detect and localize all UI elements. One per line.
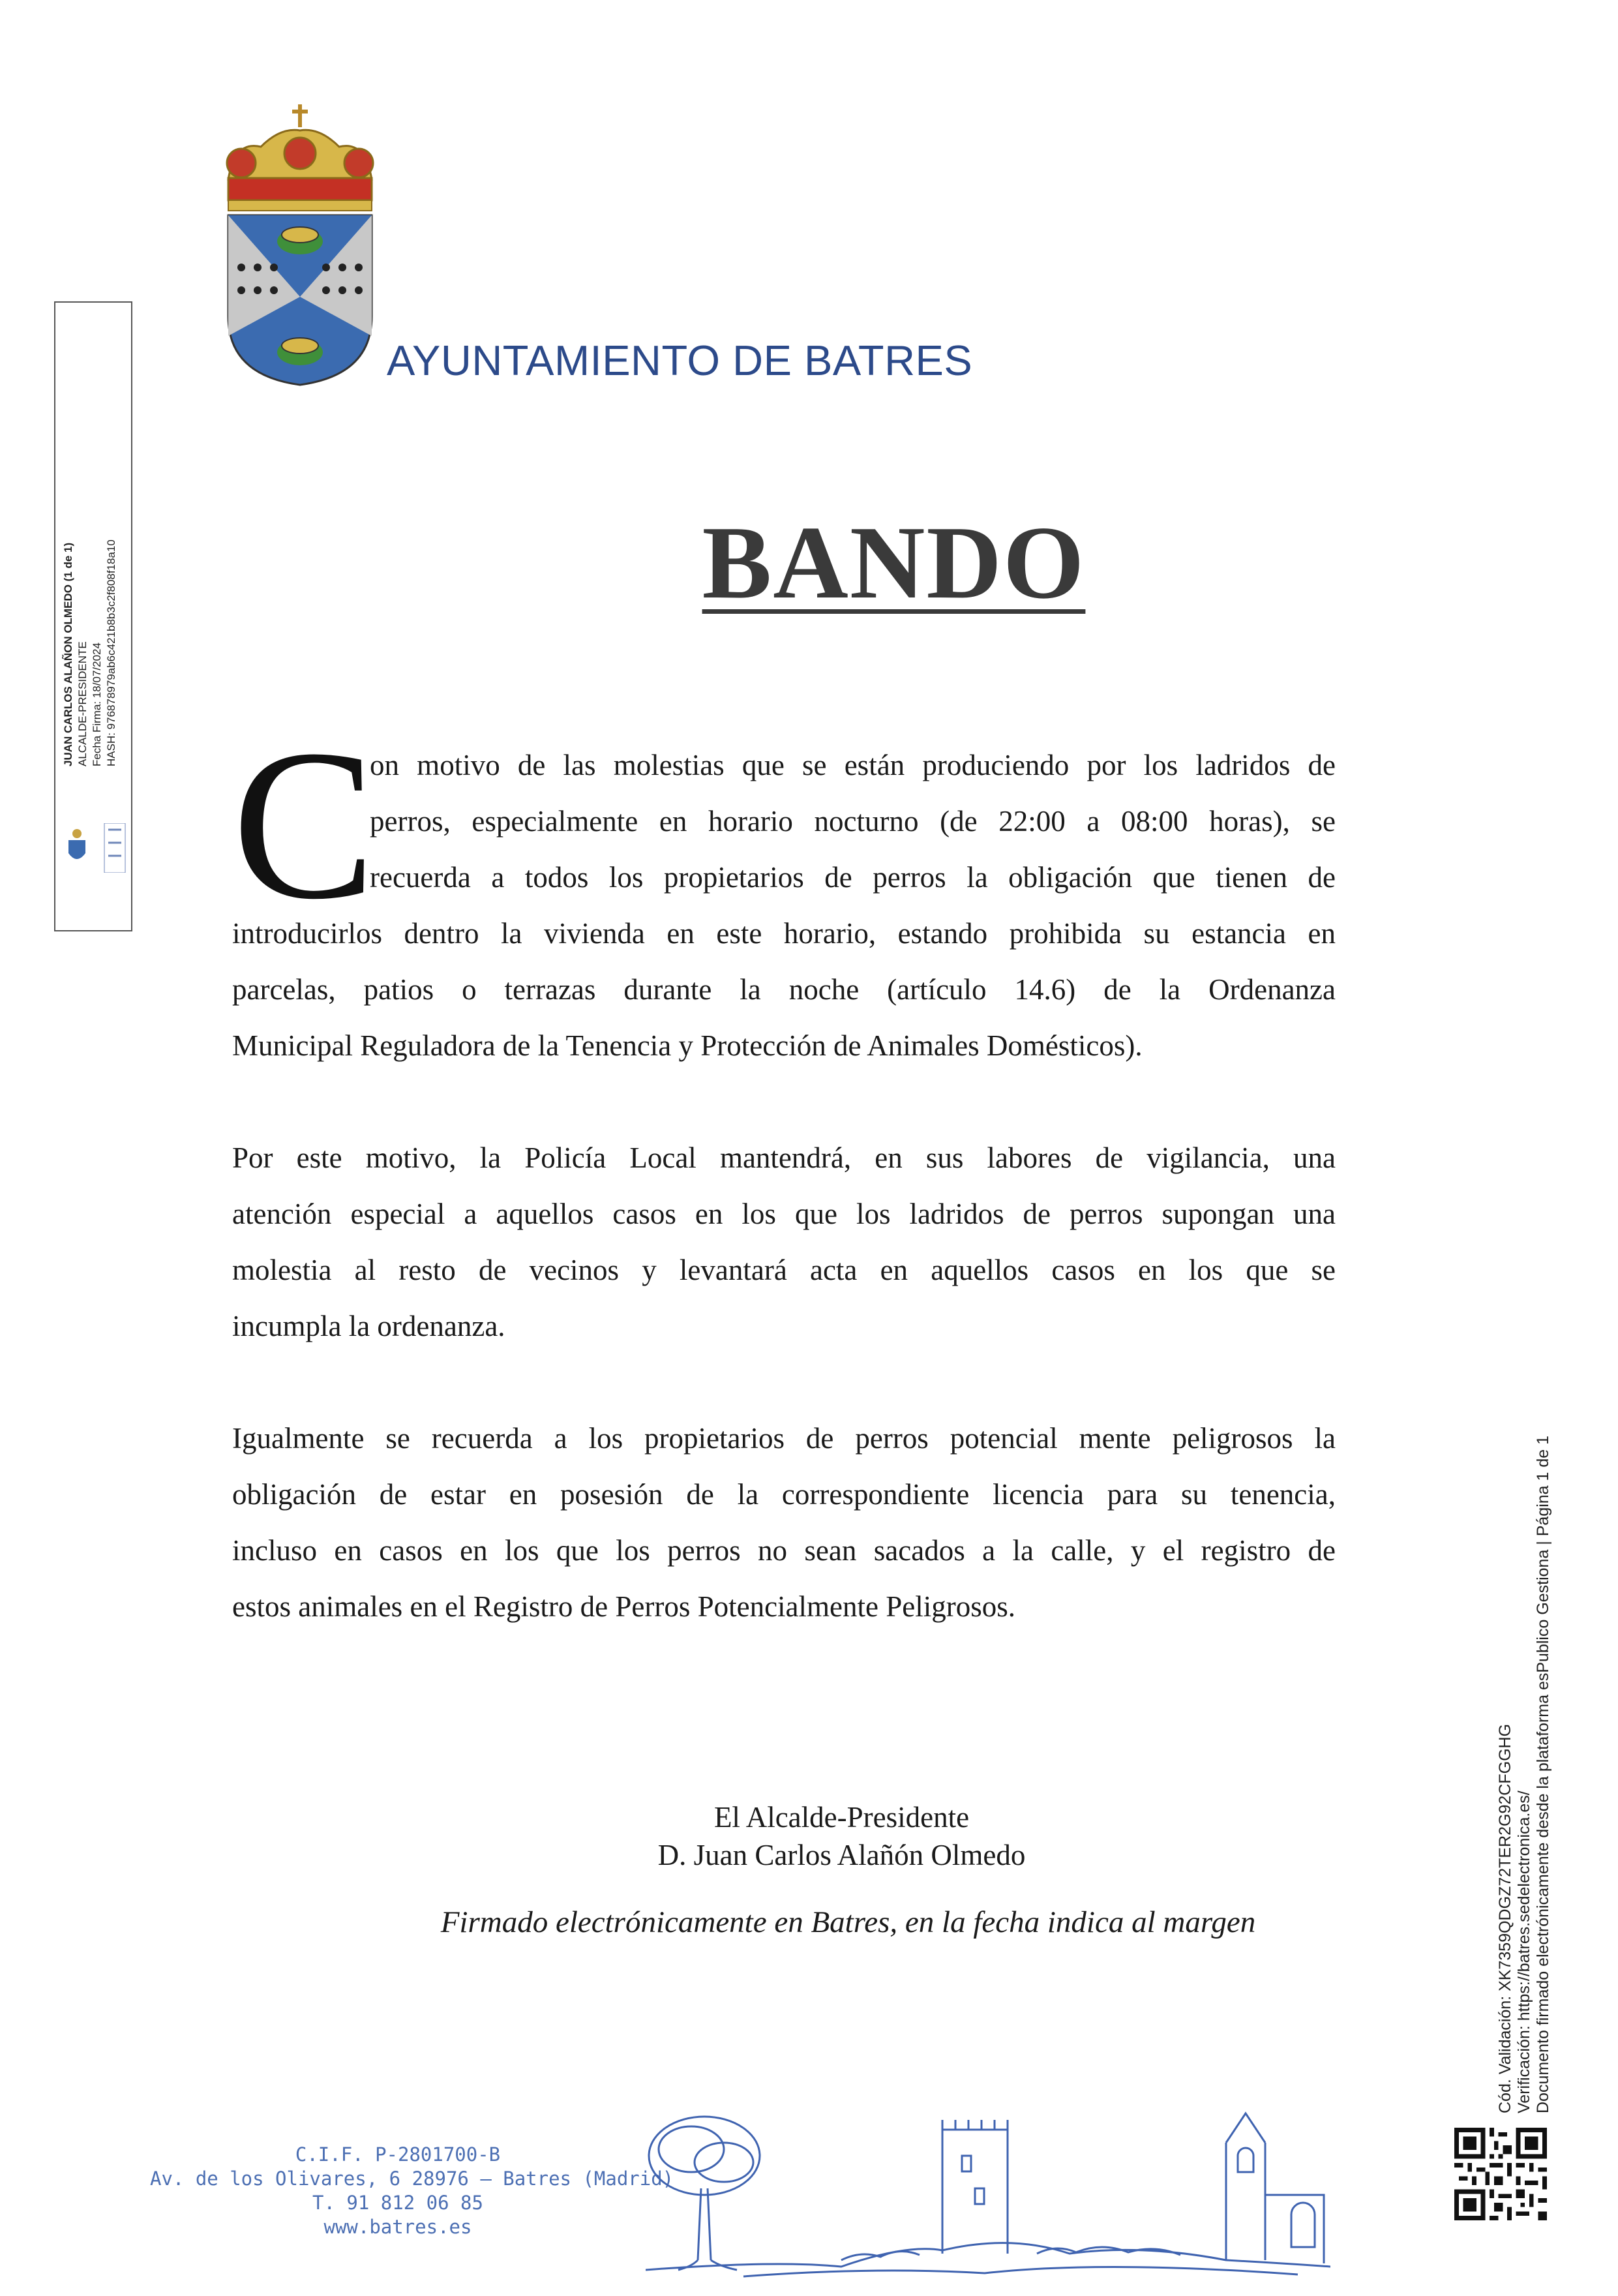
footer-address: Av. de los Olivares, 6 28976 – Batres (Madrid) <box>150 2168 674 2190</box>
paragraph-line: molestia al resto de vecinos y levantará acta en aquellos casos en los que se <box>232 1254 1336 1286</box>
paragraph-line: incluso en casos en los que los perros no sean sacados a la calle, y el registro de <box>232 1534 1336 1567</box>
paragraph-1-head <box>370 737 1336 905</box>
paragraph-line: atención especial a aquellos casos en los que los ladridos de perros supongan una <box>232 1198 1336 1230</box>
validation-code: Cód. Validación: XK7359QDGZ72TER2G92CFGGHG <box>1496 1723 1514 2113</box>
footer-contact-info <box>150 2143 674 2239</box>
drop-cap-letter: C <box>232 706 376 944</box>
paragraph-3 <box>232 1410 1336 1635</box>
coat-of-arms-crest-icon <box>222 101 378 388</box>
verification-note: Documento firmado electrónicamente desde la plataforma esPublico Gestiona | Página 1 de 1 <box>1534 1435 1552 2113</box>
qr-code-icon <box>1454 2128 1547 2220</box>
paragraph-1-tail <box>232 905 1336 1074</box>
signer-role: ALCALDE-PRESIDENTE <box>76 641 89 766</box>
footer-cif: C.I.F. P-2801700-B <box>295 2143 501 2166</box>
paragraph-line: Municipal Reguladora de la Tenencia y Protección de Animales Domésticos). <box>232 1029 1143 1062</box>
signer-name: JUAN CARLOS ALAÑON OLMEDO (1 de 1) <box>62 542 74 766</box>
paragraph-line: incumpla la ordenanza. <box>232 1310 505 1342</box>
signatory-title: El Alcalde-Presidente <box>713 1801 970 1834</box>
paragraph-line: Por este motivo, la Policía Local mantendrá, en sus labores de vigilancia, una <box>232 1141 1336 1174</box>
mini-crest-icon <box>65 827 89 866</box>
document-title <box>0 502 1618 623</box>
paragraph-line: recuerda a todos los propietarios de perros la obligación que tienen de <box>370 861 1336 894</box>
footer-phone: T. 91 812 06 85 <box>312 2192 483 2214</box>
electronic-signature-note: Firmado electrónicamente en Batres, en la fecha indica al margen <box>440 1905 1256 1939</box>
footer-website: www.batres.es <box>323 2216 472 2238</box>
village-landscape-illustration-icon <box>646 2104 1330 2286</box>
mini-seal-icon <box>102 823 128 873</box>
paragraph-line: parcelas, patios o terrazas durante la noche (artículo 14.6) de la Ordenanza <box>232 973 1336 1006</box>
signatory-name: D. Juan Carlos Alañón Olmedo <box>657 1839 1026 1871</box>
organization-name: AYUNTAMIENTO DE BATRES <box>387 337 973 384</box>
paragraph-line: Igualmente se recuerda a los propietarios de perros potencial mente peligrosos la <box>232 1422 1336 1455</box>
paragraph-line: obligación de estar en posesión de la correspondiente licencia para su tenencia, <box>232 1478 1336 1511</box>
paragraph-line: perros, especialmente en horario nocturno (de 22:00 a 08:00 horas), se <box>370 805 1336 838</box>
paragraph-2 <box>232 1130 1336 1354</box>
verification-strip <box>1496 1436 1553 2113</box>
signature-date: Fecha Firma: 18/07/2024 <box>91 642 103 766</box>
verification-url: Verificación: https://batres.sedelectronica.es/ <box>1515 1790 1533 2113</box>
paragraph-line: estos animales en el Registro de Perros Potencialmente Peligrosos. <box>232 1590 1016 1623</box>
document-title-text: BANDO <box>702 504 1086 620</box>
paragraph-line: on motivo de las molestias que se están produciendo por los ladridos de <box>370 749 1336 781</box>
paragraph-line: introducirlos dentro la vivienda en este horario, estando prohibida su estancia en <box>232 917 1336 950</box>
signature-hash: HASH: 976878979ab6c421b8b3c2f808f18a10 <box>105 539 117 766</box>
